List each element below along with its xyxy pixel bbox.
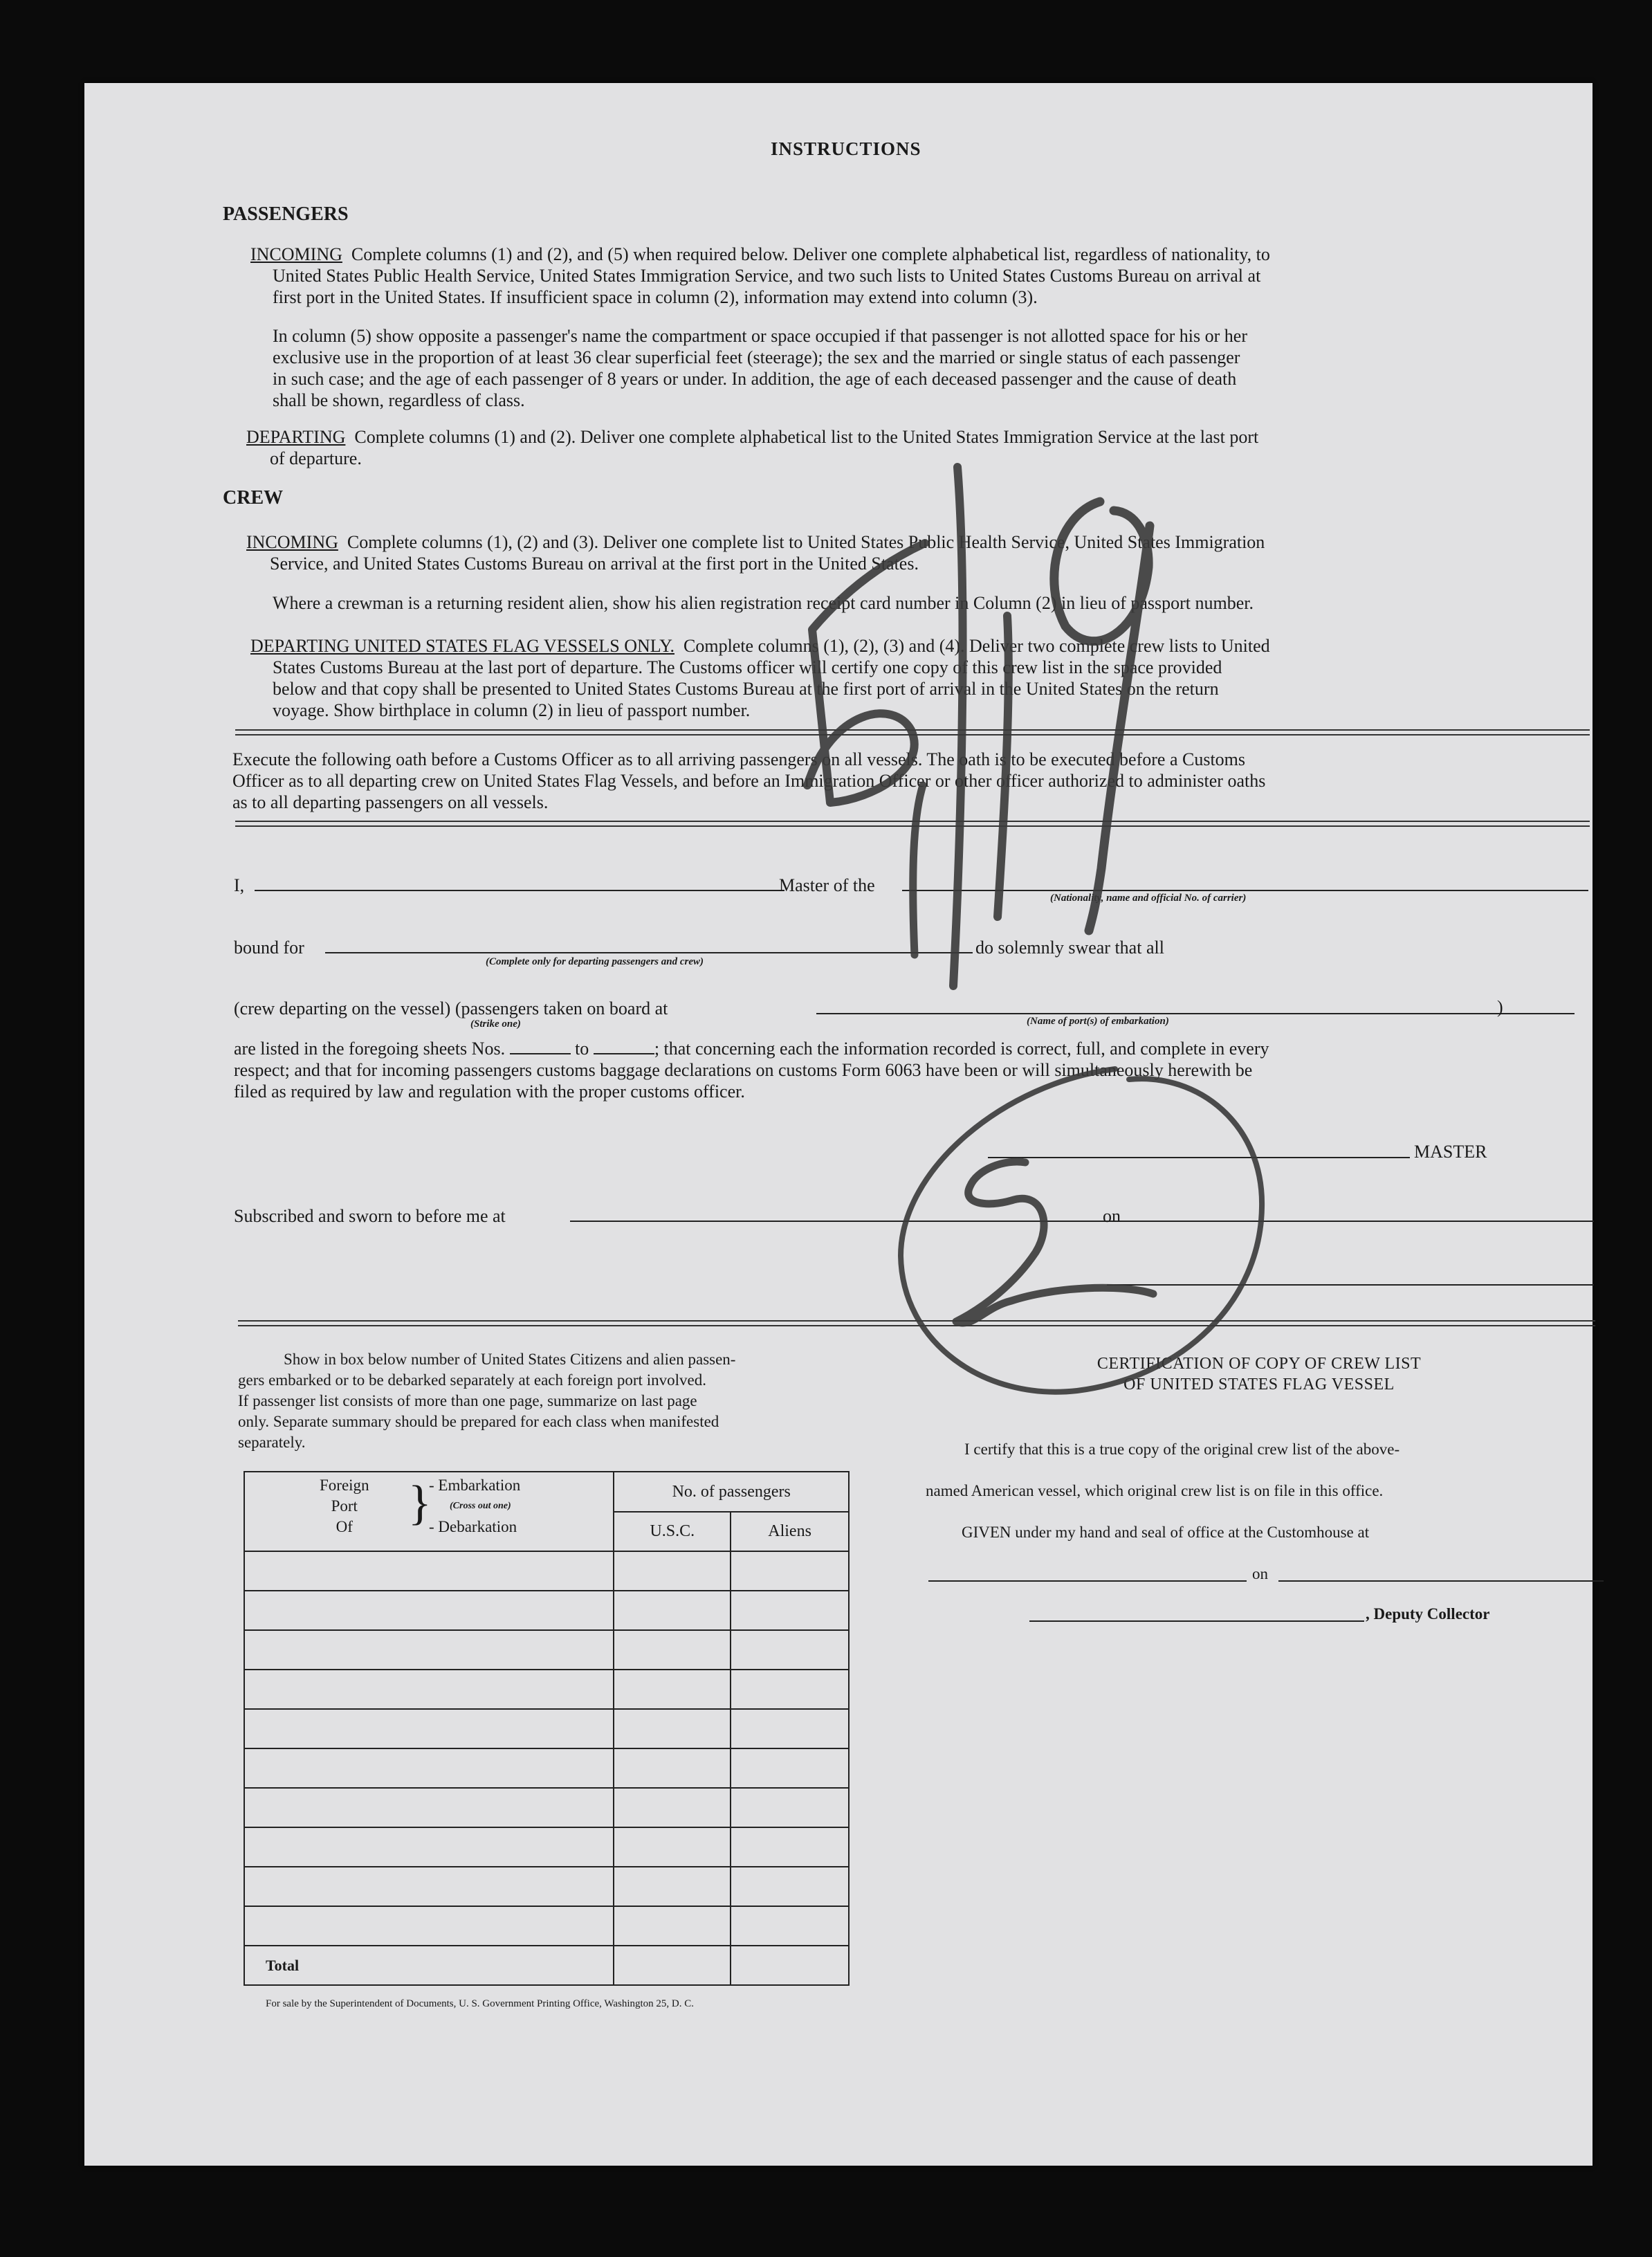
table-row xyxy=(244,1630,849,1670)
table-row xyxy=(244,1827,849,1867)
column5-line: In column (5) show opposite a passenger's name the compartment or space occupied if that passenger is not allotted space for his or her xyxy=(273,326,1247,346)
bound-caption: (Complete only for departing passengers and crew) xyxy=(486,956,704,967)
port-cell[interactable] xyxy=(244,1591,614,1630)
carrier-field[interactable] xyxy=(902,890,1588,891)
passengers-incoming-line: first port in the United States. If insufficient space in column (2), information may extend into column (3). xyxy=(273,287,1038,307)
carrier-caption: (Nationality, name and official No. of carrier) xyxy=(1050,893,1247,904)
customhouse-field[interactable] xyxy=(928,1580,1247,1582)
usc-cell[interactable] xyxy=(614,1827,731,1867)
crew-resident-alien-note: Where a crewman is a returning resident alien, show his alien registration receipt card number in Column (2) in lieu of passport number. xyxy=(273,593,1254,613)
subscribed-place-field[interactable] xyxy=(570,1221,1183,1222)
passengers-departing-paragraph xyxy=(246,426,1568,469)
master-label: MASTER xyxy=(1414,1142,1487,1162)
crew-departing-label: DEPARTING UNITED STATES FLAG VESSELS ONLY. xyxy=(250,636,674,656)
passengers-incoming-paragraph xyxy=(250,244,1565,308)
usc-cell[interactable] xyxy=(614,1748,731,1788)
master-of-the-label: Master of the xyxy=(779,875,875,895)
oath-i-label: I, xyxy=(234,875,245,895)
divider xyxy=(235,821,1590,827)
listed-line: respect; and that for incoming passengers customs baggage declarations on customs Form 6063 have been or will simultaneously herewith be xyxy=(234,1060,1253,1080)
passengers-column5-paragraph xyxy=(273,325,1573,411)
total-usc-cell[interactable] xyxy=(614,1946,731,1985)
summary-instructions xyxy=(238,1349,944,1453)
column5-line: in such case; and the age of each passenger of 8 years or under. In addition, the age of each deceased passenger and the cause of death xyxy=(273,369,1237,389)
oath-instructions xyxy=(232,749,1588,813)
aliens-cell[interactable] xyxy=(731,1827,849,1867)
aliens-cell[interactable] xyxy=(731,1630,849,1670)
column5-line: shall be shown, regardless of class. xyxy=(273,390,525,410)
embarkation-label: - Embarkation xyxy=(429,1477,521,1494)
port-cell[interactable] xyxy=(244,1670,614,1709)
certification-title xyxy=(948,1353,1570,1395)
total-row xyxy=(244,1946,849,1985)
port-cell[interactable] xyxy=(244,1709,614,1748)
certification-text-2: named American vessel, which original crew list is on file in this office. xyxy=(926,1482,1384,1499)
table-row xyxy=(244,1867,849,1906)
passengers-heading: PASSENGERS xyxy=(223,203,349,225)
certification-text-1: I certify that this is a true copy of the original crew list of the above- xyxy=(964,1441,1400,1458)
page-title: INSTRUCTIONS xyxy=(771,138,921,159)
usc-cell[interactable] xyxy=(614,1906,731,1946)
passengers-departing-label: DEPARTING xyxy=(246,427,346,447)
debarkation-label: - Debarkation xyxy=(429,1518,517,1535)
passengers-incoming-line: United States Public Health Service, United States Immigration Service, and two such lists to United States Customs Bureau on arrival at xyxy=(273,266,1261,286)
table-row xyxy=(244,1670,849,1709)
passengers-incoming-line: Complete columns (1) and (2), and (5) when required below. Deliver one complete alphabetical list, regardless of nationality, to xyxy=(351,244,1270,264)
port-cell[interactable] xyxy=(244,1906,614,1946)
master-name-field[interactable] xyxy=(255,890,784,891)
foreign-label: Foreign xyxy=(320,1477,369,1494)
port-cell[interactable] xyxy=(244,1748,614,1788)
table-row xyxy=(244,1906,849,1946)
usc-cell[interactable] xyxy=(614,1867,731,1906)
no-of-passengers-header: No. of passengers xyxy=(614,1472,849,1512)
officer-signature-field[interactable] xyxy=(1107,1284,1594,1286)
document-page xyxy=(84,83,1593,2166)
aliens-cell[interactable] xyxy=(731,1591,849,1630)
crew-departing-paragraph xyxy=(250,635,1572,721)
table-row xyxy=(244,1748,849,1788)
oath-listed-paragraph xyxy=(234,1038,1590,1102)
table-row xyxy=(244,1591,849,1630)
crew-departing-label: (crew departing on the vessel) (passengers taken on board at xyxy=(234,998,668,1018)
passengers-departing-line: Complete columns (1) and (2). Deliver one complete alphabetical list to the United States Immigration Service at the last port xyxy=(354,427,1259,447)
listed-to-text: to xyxy=(575,1039,589,1059)
crew-departing-line: States Customs Bureau at the last port of departure. The Customs officer will certify one copy of this crew list in the space provided xyxy=(273,657,1222,677)
ports-caption: (Name of port(s) of embarkation) xyxy=(1027,1016,1169,1027)
listed-line: filed as required by law and regulation with the proper customs officer. xyxy=(234,1081,745,1102)
oath-instruction-line: as to all departing passengers on all vessels. xyxy=(232,792,549,812)
port-cell[interactable] xyxy=(244,1630,614,1670)
brace-icon: } xyxy=(408,1477,432,1530)
certification-title-line: OF UNITED STATES FLAG VESSEL xyxy=(1123,1376,1395,1394)
aliens-cell[interactable] xyxy=(731,1709,849,1748)
usc-cell[interactable] xyxy=(614,1788,731,1827)
swear-label: do solemnly swear that all xyxy=(975,938,1164,958)
aliens-cell[interactable] xyxy=(731,1670,849,1709)
column5-line: exclusive use in the proportion of at least 36 clear superficial feet (steerage); the sex and the married or single status of each passenger xyxy=(273,347,1240,367)
certification-date-field[interactable] xyxy=(1278,1580,1604,1582)
port-cell[interactable] xyxy=(244,1867,614,1906)
subscribed-on-label: on xyxy=(1103,1206,1121,1226)
table-row xyxy=(244,1551,849,1591)
certification-on-label: on xyxy=(1252,1565,1268,1582)
port-cell[interactable] xyxy=(244,1827,614,1867)
summary-rows xyxy=(244,1551,849,1946)
usc-cell[interactable] xyxy=(614,1630,731,1670)
crew-incoming-line: Service, and United States Customs Bureau on arrival at the first port in the United States. xyxy=(270,554,919,574)
port-cell[interactable] xyxy=(244,1551,614,1591)
strike-one-caption: (Strike one) xyxy=(470,1018,521,1030)
subscribed-date-field[interactable] xyxy=(1130,1221,1594,1222)
cross-out-caption: (Cross out one) xyxy=(450,1501,511,1511)
divider xyxy=(235,729,1590,735)
summary-line: separately. xyxy=(238,1434,306,1451)
table-header-row xyxy=(244,1472,849,1512)
oath-instruction-line: Officer as to all departing crew on United States Flag Vessels, and before an Immigration Officer or other officer authorized to administer oaths xyxy=(232,771,1266,791)
deputy-collector-label: , Deputy Collector xyxy=(1366,1605,1490,1623)
sheet-to-field[interactable] xyxy=(594,1039,654,1054)
oath-instruction-line: Execute the following oath before a Customs Officer as to all arriving passengers on all vessels. The oath is to be executed before a Customs xyxy=(232,749,1246,769)
crew-incoming-label: INCOMING xyxy=(246,532,338,552)
port-cell[interactable] xyxy=(244,1788,614,1827)
aliens-cell[interactable] xyxy=(731,1906,849,1946)
usc-header: U.S.C. xyxy=(614,1512,731,1551)
crew-departing-line: Complete columns (1), (2), (3) and (4). Deliver two complete crew lists to United xyxy=(683,636,1270,656)
summary-line: Show in box below number of United States Citizens and alien passen- xyxy=(284,1351,736,1368)
listed-text: ; that concerning each the information recorded is correct, full, and complete in every xyxy=(654,1039,1269,1059)
total-aliens-cell[interactable] xyxy=(731,1946,849,1985)
usc-cell[interactable] xyxy=(614,1709,731,1748)
table-row xyxy=(244,1709,849,1748)
bound-for-label: bound for xyxy=(234,938,304,958)
footer-imprint: For sale by the Superintendent of Documents, U. S. Government Printing Office, Washington 25, D. C. xyxy=(266,1998,694,2009)
master-signature-field[interactable] xyxy=(988,1157,1410,1158)
aliens-cell[interactable] xyxy=(731,1867,849,1906)
aliens-cell[interactable] xyxy=(731,1748,849,1788)
deputy-collector-signature-field[interactable] xyxy=(1029,1620,1364,1622)
crew-departing-line: voyage. Show birthplace in column (2) in lieu of passport number. xyxy=(273,700,751,720)
usc-cell[interactable] xyxy=(614,1670,731,1709)
listed-text: are listed in the foregoing sheets Nos. xyxy=(234,1039,506,1059)
close-paren: ) xyxy=(1497,997,1503,1017)
certification-text-3: GIVEN under my hand and seal of office at the Customhouse at xyxy=(962,1524,1370,1541)
divider xyxy=(238,1320,1595,1326)
usc-cell[interactable] xyxy=(614,1591,731,1630)
bound-for-field[interactable] xyxy=(325,952,973,953)
crew-heading: CREW xyxy=(223,487,284,509)
aliens-header: Aliens xyxy=(731,1512,849,1551)
aliens-cell[interactable] xyxy=(731,1788,849,1827)
total-label: Total xyxy=(244,1946,614,1985)
summary-line: gers embarked or to be debarked separately at each foreign port involved. xyxy=(238,1371,706,1389)
summary-line: If passenger list consists of more than one page, summarize on last page xyxy=(238,1392,697,1409)
aliens-cell[interactable] xyxy=(731,1551,849,1591)
embarkation-port-field[interactable] xyxy=(816,1013,1575,1014)
passengers-departing-line: of departure. xyxy=(270,448,362,468)
crew-departing-line: below and that copy shall be presented to United States Customs Bureau at the first port of arrival in the United States on the return xyxy=(273,679,1219,699)
crew-incoming-paragraph xyxy=(246,531,1568,574)
summary-line: only. Separate summary should be prepared for each class when manifested xyxy=(238,1413,719,1430)
certification-title-line: CERTIFICATION OF COPY OF CREW LIST xyxy=(1096,1355,1422,1373)
port-label: Port xyxy=(331,1497,358,1515)
crew-incoming-line: Complete columns (1), (2) and (3). Deliver one complete list to United States Public Health Service, United States Immigration xyxy=(347,532,1265,552)
passenger-summary-table xyxy=(244,1471,850,1986)
port-header-cell xyxy=(244,1472,614,1551)
table-row xyxy=(244,1788,849,1827)
usc-cell[interactable] xyxy=(614,1551,731,1591)
of-label: Of xyxy=(336,1518,353,1535)
sheet-from-field[interactable] xyxy=(510,1039,571,1054)
subscribed-label: Subscribed and sworn to before me at xyxy=(234,1206,506,1226)
passengers-incoming-label: INCOMING xyxy=(250,244,342,264)
